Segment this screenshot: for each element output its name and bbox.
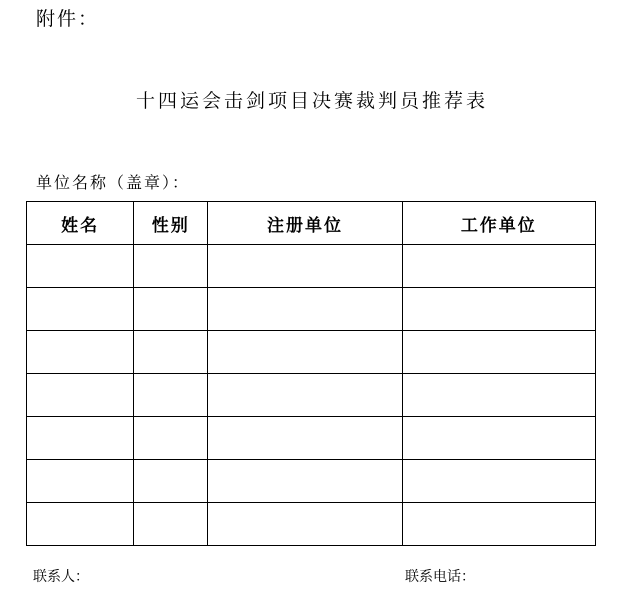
name-cell[interactable]	[27, 374, 134, 417]
gender-cell[interactable]	[134, 331, 208, 374]
work-unit-cell[interactable]	[402, 503, 595, 546]
gender-cell[interactable]	[134, 417, 208, 460]
table-header-row	[27, 202, 596, 245]
table-row	[27, 460, 596, 503]
registered-unit-cell[interactable]	[208, 288, 402, 331]
gender-cell[interactable]	[134, 288, 208, 331]
gender-cell[interactable]	[134, 460, 208, 503]
table-row	[27, 503, 596, 546]
contact-phone-label: 联系电话：	[405, 569, 475, 585]
header-name: 姓名	[27, 202, 134, 245]
table-row	[27, 331, 596, 374]
document-title: 十四运会击剑项目决赛裁判员推荐表	[135, 90, 488, 112]
table-row	[27, 288, 596, 331]
attachment-label: 附件：	[36, 8, 100, 30]
gender-cell[interactable]	[134, 245, 208, 288]
registered-unit-cell[interactable]	[208, 503, 402, 546]
table-row	[27, 245, 596, 288]
unit-name-label: 单位名称（盖章）：	[36, 173, 191, 192]
name-cell[interactable]	[27, 417, 134, 460]
work-unit-cell[interactable]	[402, 331, 595, 374]
registered-unit-cell[interactable]	[208, 331, 402, 374]
work-unit-cell[interactable]	[402, 374, 595, 417]
gender-cell[interactable]	[134, 374, 208, 417]
table-body	[27, 245, 596, 546]
work-unit-cell[interactable]	[402, 417, 595, 460]
work-unit-cell[interactable]	[402, 460, 595, 503]
name-cell[interactable]	[27, 245, 134, 288]
contact-person-label: 联系人：	[33, 569, 89, 585]
header-registered-unit: 注册单位	[208, 202, 402, 245]
registered-unit-cell[interactable]	[208, 245, 402, 288]
registered-unit-cell[interactable]	[208, 417, 402, 460]
name-cell[interactable]	[27, 331, 134, 374]
recommendation-table	[26, 201, 596, 546]
name-cell[interactable]	[27, 288, 134, 331]
table-row	[27, 374, 596, 417]
work-unit-cell[interactable]	[402, 245, 595, 288]
name-cell[interactable]	[27, 503, 134, 546]
gender-cell[interactable]	[134, 503, 208, 546]
registered-unit-cell[interactable]	[208, 460, 402, 503]
header-gender: 性别	[134, 202, 208, 245]
work-unit-cell[interactable]	[402, 288, 595, 331]
table-row	[27, 417, 596, 460]
name-cell[interactable]	[27, 460, 134, 503]
registered-unit-cell[interactable]	[208, 374, 402, 417]
header-work-unit: 工作单位	[402, 202, 595, 245]
